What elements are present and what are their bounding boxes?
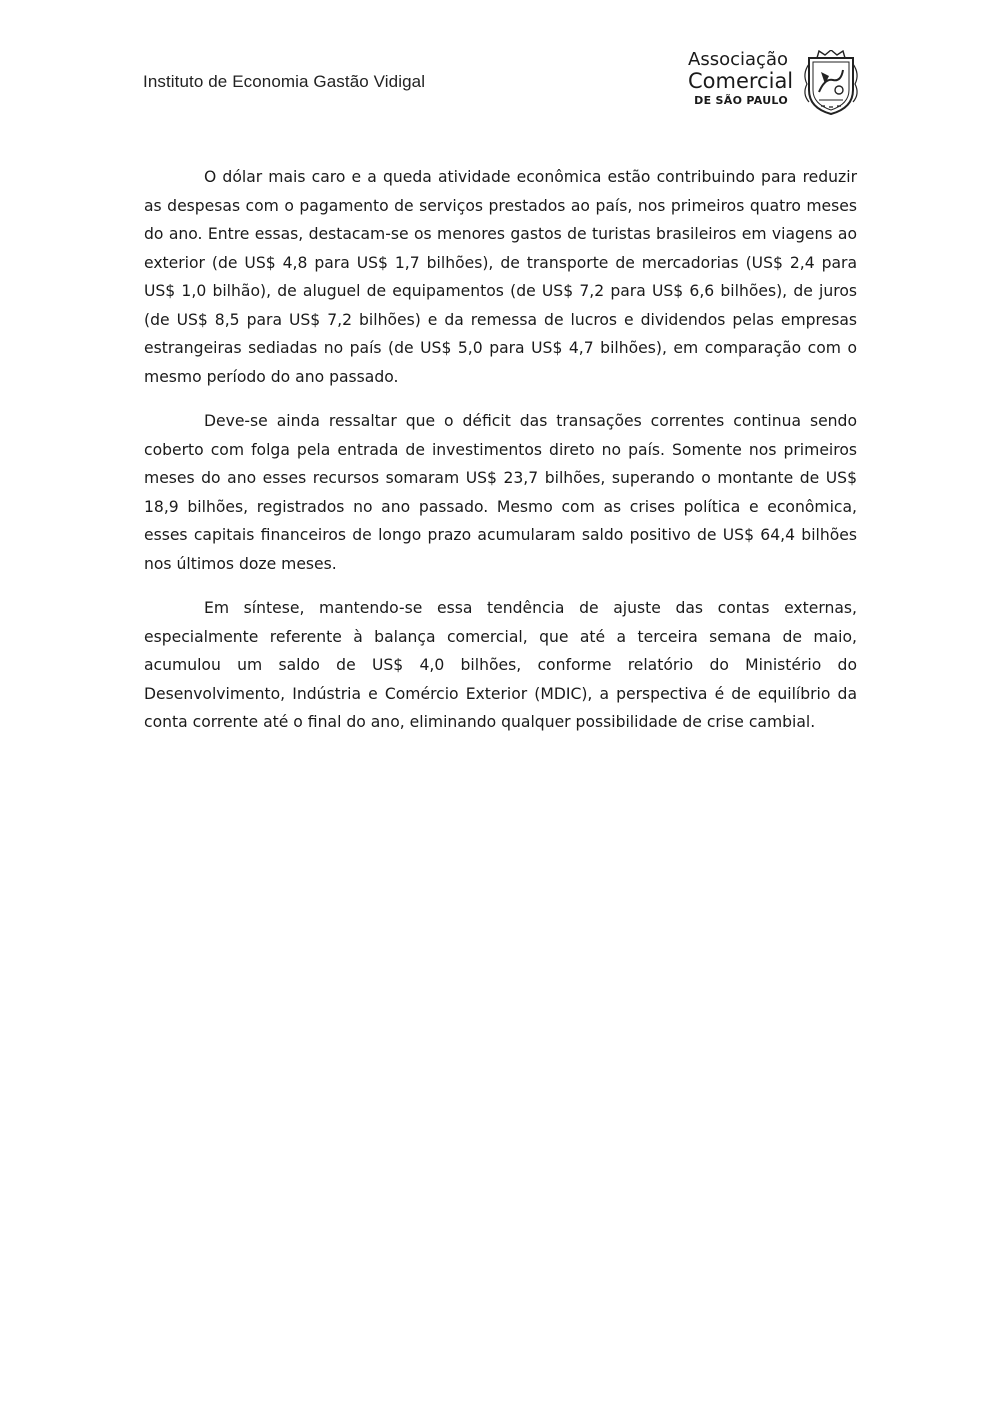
logo-line-1: Associação [688, 49, 788, 70]
logo-line-3: DE SÃO PAULO [694, 94, 788, 107]
paragraph-3: Em síntese, mantendo-se essa tendência de ajuste das contas externas, especialmente referente à balança comercial, que até a terceira semana de maio, acumulou um saldo de US$ 4,0 bilhões, conforme relatório do Ministério do Desenvolvimento, Indústria e Comércio Exterior (MDIC), a perspectiva é de equilíbrio da conta corrente até o final do ano, eliminando qualquer possibilidade de crise cambial. [144, 599, 857, 731]
acsp-logo [688, 50, 863, 118]
institute-name: Instituto de Economia Gastão Vidigal [143, 72, 426, 91]
paragraph-1: O dólar mais caro e a queda atividade econômica estão contribuindo para reduzir as despesas com o pagamento de serviços prestados ao país, nos primeiros quatro meses do ano. Entre essas, destacam-se os menores gastos de turistas brasileiros em viagens ao exterior (de US$ 4,8 para US$ 1,7 bilhões), de transporte de mercadorias (US$ 2,4 para US$ 1,0 bilhão), de aluguel de equipamentos (de US$ 7,2 para US$ 6,6 bilhões), de juros (de US$ 8,5 para US$ 7,2 bilhões) e da remessa de lucros e dividendos pelas empresas estrangeiras sediadas no país (de US$ 5,0 para US$ 4,7 bilhões), em comparação com o mesmo período do ano passado. [144, 168, 857, 386]
paragraph-2: Deve-se ainda ressaltar que o déficit das transações correntes continua sendo coberto com folga pela entrada de investimentos direto no país. Somente nos primeiros meses do ano esses recursos somaram US$ 23,7 bilhões, superando o montante de US$ 18,9 bilhões, registrados no ano passado. Mesmo com as crises política e econômica, esses capitais financeiros de longo prazo acumularam saldo positivo de US$ 64,4 bilhões nos últimos doze meses. [144, 412, 857, 573]
page-header [0, 0, 1000, 130]
acsp-seal-icon [801, 50, 861, 116]
document-body [144, 163, 857, 753]
logo-line-2: Comercial [688, 69, 794, 93]
logo-text [688, 49, 794, 109]
